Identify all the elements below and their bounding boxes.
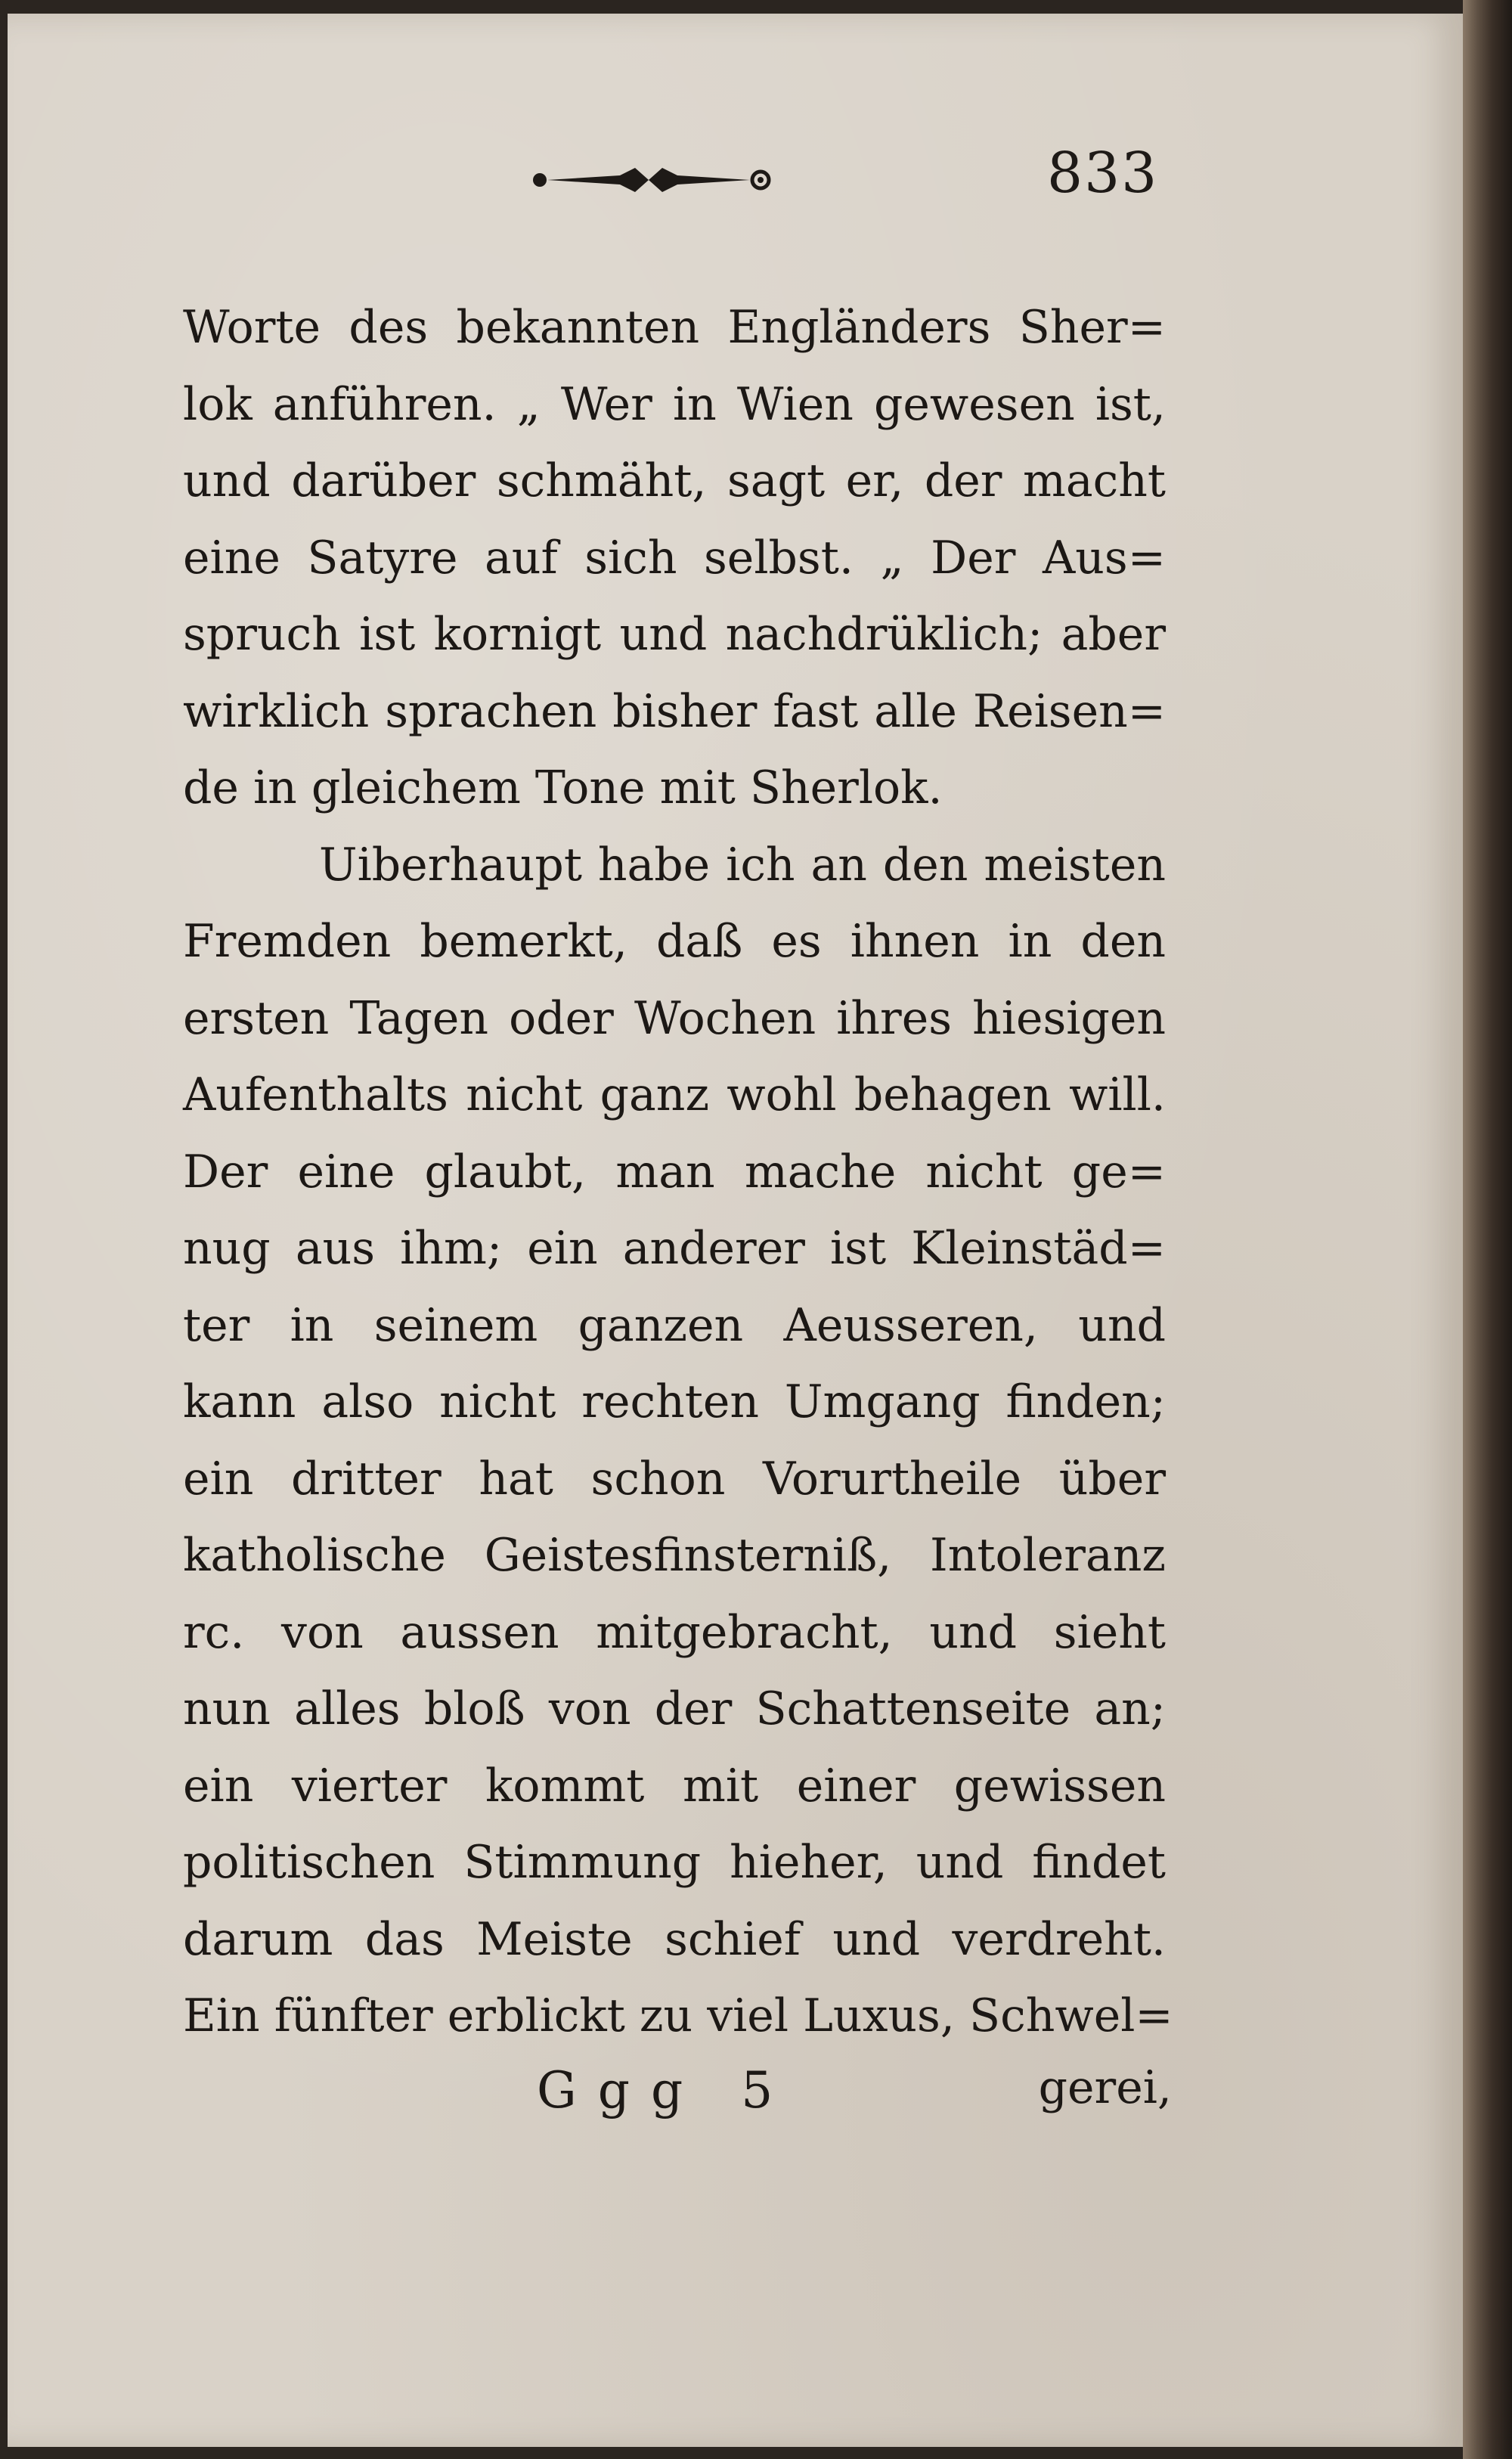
- text-line: lok anführen. „ Wer in Wien gewesen ist,: [183, 377, 1166, 431]
- text-line: Worte des bekannten Engländers Sher=: [183, 301, 1166, 354]
- text-line: wirklich sprachen bisher fast alle Reisen=: [183, 684, 1166, 738]
- page-footer: [537, 2061, 1172, 2137]
- text-line: rc. von aussen mitgebracht, und sieht: [183, 1605, 1166, 1659]
- text-line: spruch ist kornigt und nachdrüklich; aber: [183, 608, 1166, 661]
- text-line: Der eine glaubt, man mache nicht ge=: [183, 1145, 1166, 1198]
- text-line: ein vierter kommt mit einer gewissen: [183, 1759, 1166, 1812]
- text-line: darum das Meiste schief und verdreht.: [183, 1912, 1166, 1966]
- catchword: gerei,: [1038, 2061, 1172, 2114]
- book-spine-edge: [1463, 0, 1512, 2459]
- text-line: ersten Tagen oder Wochen ihres hiesigen: [183, 991, 1166, 1045]
- page-number: 833: [1047, 141, 1159, 206]
- text-line: Aufenthalts nicht ganz wohl behagen will.: [183, 1068, 1166, 1121]
- text-line: Ein fünfter erblickt zu viel Luxus, Schwel=: [183, 1989, 1173, 2042]
- text-line: politischen Stimmung hieher, und findet: [183, 1836, 1166, 1889]
- text-line: nug aus ihm; ein anderer ist Kleinstäd=: [183, 1222, 1166, 1275]
- text-line: katholische Geistesfinsterniß, Intoleranz: [183, 1529, 1166, 1582]
- text-line: ein dritter hat schon Vorurtheile über: [183, 1452, 1166, 1505]
- text-line: nun alles bloß von der Schattenseite an;: [183, 1682, 1166, 1735]
- text-line: und darüber schmäht, sagt er, der macht: [183, 454, 1166, 507]
- text-line: eine Satyre auf sich selbst. „ Der Aus=: [183, 531, 1166, 585]
- text-line: Uiberhaupt habe ich an den meisten: [319, 838, 1166, 892]
- page-paper: [8, 14, 1463, 2447]
- text-line: kann also nicht rechten Umgang finden;: [183, 1375, 1166, 1428]
- body-text: [183, 290, 1173, 2055]
- text-line: de in gleichem Tone mit Sherlok.: [183, 761, 943, 814]
- text-line: Fremden bemerkt, daß es ihnen in den: [183, 915, 1166, 968]
- decorative-rule-icon: [529, 157, 771, 203]
- signature-mark: Ggg 5: [537, 2061, 795, 2119]
- text-line: ter in seinem ganzen Aeusseren, und: [183, 1298, 1166, 1352]
